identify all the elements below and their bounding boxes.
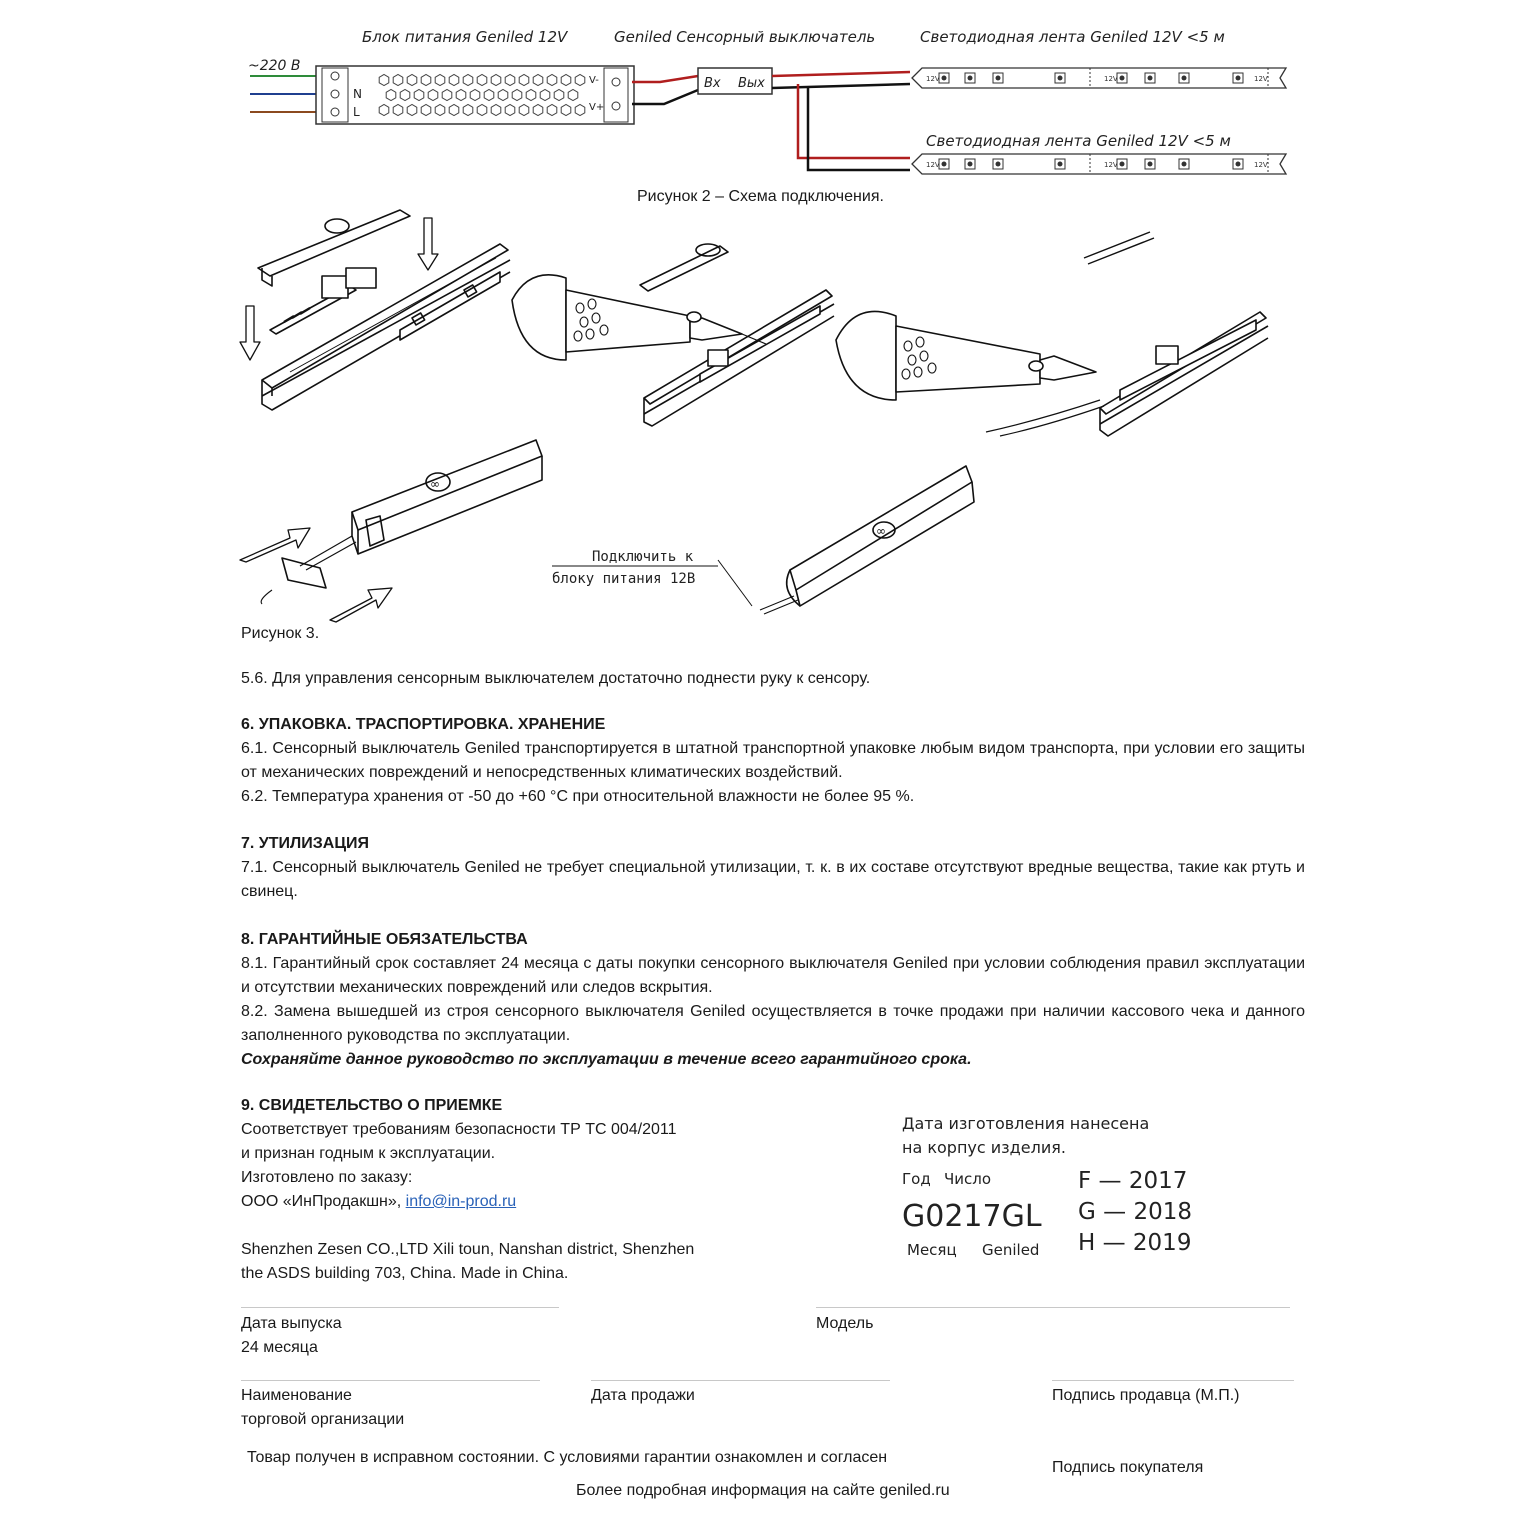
- led-voltage-label: 12V: [1254, 75, 1268, 83]
- year-code-2018: G — 2018: [1078, 1199, 1192, 1225]
- company-name: ООО «ИнПродакшн»,: [241, 1193, 406, 1210]
- power-supply: [316, 66, 634, 124]
- strip-title-top: Светодиодная лента Geniled 12V <5 м: [920, 28, 1225, 46]
- compliance-line: Соответствует требованиям безопасности ТР ТС 004/2011: [241, 1121, 677, 1138]
- model-line: [816, 1307, 1290, 1308]
- section-7-title: 7. УТИЛИЗАЦИЯ: [241, 835, 370, 852]
- sale-date-line: [591, 1380, 890, 1381]
- address-line-1: Shenzhen Zesen CO.,LTD Xili toun, Nanshan district, Shenzhen: [241, 1241, 695, 1258]
- ordered-by-line: Изготовлено по заказу:: [241, 1169, 413, 1186]
- date-code-line-1: Дата изготовления нанесена: [902, 1114, 1150, 1133]
- org-name-line: [241, 1380, 540, 1381]
- led-voltage-label: 12V: [1254, 161, 1268, 169]
- touch-switch: [698, 68, 772, 94]
- led-voltage-label: 12V: [926, 75, 940, 83]
- day-label: Число: [944, 1170, 992, 1188]
- section-8-title: 8. ГАРАНТИЙНЫЕ ОБЯЗАТЕЛЬСТВА: [241, 931, 528, 948]
- section-9-title: 9. СВИДЕТЕЛЬСТВО О ПРИЕМКЕ: [241, 1097, 503, 1114]
- vplus-label: V+: [589, 102, 605, 113]
- switch-in-label: Вх: [704, 76, 721, 91]
- sale-date-label: Дата продажи: [591, 1387, 695, 1404]
- wiring-schematic: [0, 0, 1531, 640]
- paragraph-8-1: 8.1. Гарантийный срок составляет 24 месяца с даты покупки сенсорного выключателя Geniled при условии соблюдения правил эксплуатации и отсутствии механических повреждений или следов вскрытия.: [241, 955, 1305, 996]
- more-info: Более подробная информация на сайте geniled.ru: [576, 1482, 950, 1499]
- paragraph-7-1: 7.1. Сенсорный выключатель Geniled не требует специальной утилизации, т. к. в их составе отсутствуют вредные вещества, такие как ртуть и свинец.: [241, 859, 1305, 900]
- callout-line-1: Подключить к: [592, 549, 694, 565]
- section-5-6: [241, 667, 1305, 691]
- company-line: [241, 1190, 801, 1214]
- svg-text:∞: ∞: [876, 524, 886, 538]
- led-voltage-label: 12V: [1104, 75, 1118, 83]
- brand-label: Geniled: [982, 1241, 1040, 1259]
- paragraph-6-2: 6.2. Температура хранения от -50 до +60 °С при относительной влажности не более 95 %.: [241, 788, 915, 805]
- seller-sign-line: [1052, 1380, 1294, 1381]
- org-name-label-1: Наименование: [241, 1387, 352, 1404]
- warranty-period: 24 месяца: [241, 1339, 318, 1356]
- seller-sign-label: Подпись продавца (М.П.): [1052, 1387, 1240, 1404]
- section-8: [241, 928, 1305, 1072]
- release-date-label: Дата выпуска: [241, 1315, 342, 1332]
- model-label: Модель: [816, 1315, 874, 1332]
- buyer-sign-label: Подпись покупателя: [1052, 1459, 1204, 1476]
- year-label: Год: [902, 1170, 931, 1188]
- year-code-2017: F — 2017: [1078, 1168, 1188, 1194]
- l-terminal-label: L: [353, 105, 360, 119]
- assembly-step-1: [240, 210, 510, 410]
- switch-title: Geniled Сенсорный выключатель: [614, 28, 876, 46]
- vminus-label: V-: [589, 75, 599, 86]
- paragraph-8-2: 8.2. Замена вышедшей из строя сенсорного выключателя Geniled осуществляется в точке продажи при наличии кассового чека и данного заполненного руководства по эксплуатации.: [241, 1003, 1305, 1044]
- assembly-step-4: [240, 440, 542, 622]
- led-strip-bottom: [912, 154, 1286, 174]
- callout-line-2: блоку питания 12В: [552, 571, 696, 587]
- address-line-2: the ASDS building 703, China. Made in China.: [241, 1265, 569, 1282]
- fitness-line: и признан годным к эксплуатации.: [241, 1145, 496, 1162]
- section-6-title: 6. УПАКОВКА. ТРАСПОРТИРОВКА. ХРАНЕНИЕ: [241, 716, 606, 733]
- section-9: [241, 1094, 801, 1286]
- receipt-statement: Товар получен в исправном состоянии. С условиями гарантии ознакомлен и согласен: [247, 1449, 888, 1466]
- assembly-step-3: [836, 232, 1268, 436]
- figure-3-caption: Рисунок 3.: [241, 625, 320, 642]
- led-voltage-label: 12V: [926, 161, 940, 169]
- release-date-line: [241, 1307, 559, 1308]
- month-label: Месяц: [907, 1241, 957, 1259]
- warranty-note: Сохраняйте данное руководство по эксплуатации в течение всего гарантийного срока.: [241, 1051, 972, 1068]
- org-name-label-2: торговой организации: [241, 1411, 405, 1428]
- n-terminal-label: N: [353, 87, 362, 101]
- led-strip-top: [912, 68, 1286, 88]
- switch-out-label: Вых: [738, 76, 765, 91]
- section-6: [241, 713, 1305, 809]
- psu-title: Блок питания Geniled 12V: [362, 28, 568, 46]
- date-code-line-2: на корпус изделия.: [902, 1138, 1066, 1157]
- paragraph-6-1: 6.1. Сенсорный выключатель Geniled транспортируется в штатной транспортной упаковке любым видом транспорта, при условии его защиты от механических повреждений и непосредственных климатических воздействий.: [241, 740, 1305, 781]
- date-code: G0217GL: [902, 1199, 1042, 1234]
- paragraph-5-6: 5.6. Для управления сенсорным выключателем достаточно поднести руку к сенсору.: [241, 670, 871, 687]
- strip-title-bottom: Светодиодная лента Geniled 12V <5 м: [926, 132, 1231, 150]
- year-code-2019: H — 2019: [1078, 1230, 1192, 1256]
- figure-2-caption: Рисунок 2 – Схема подключения.: [637, 188, 884, 205]
- assembly-step-5: [552, 466, 974, 614]
- led-voltage-label: 12V: [1104, 161, 1118, 169]
- svg-text:∞: ∞: [430, 477, 440, 491]
- voltage-label: ~220 В: [248, 58, 301, 74]
- section-7: [241, 832, 1305, 904]
- assembly-step-2: [512, 244, 834, 426]
- email-link[interactable]: info@in-prod.ru: [405, 1193, 517, 1210]
